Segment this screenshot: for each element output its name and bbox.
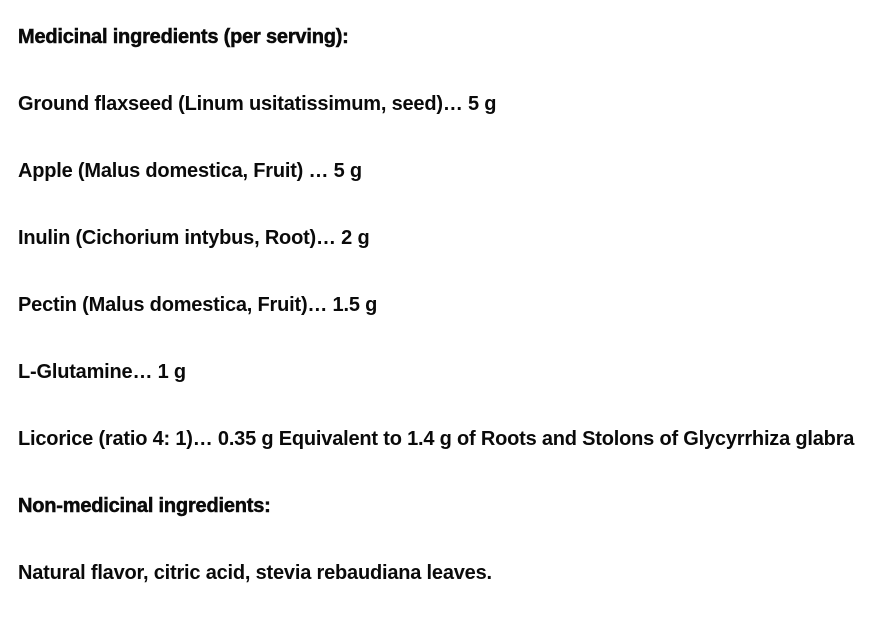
ingredient-licorice: Licorice (ratio 4: 1)… 0.35 g Equivalent to 1.4 g of Roots and Stolons of Glycyrrhiza glabra: [18, 428, 855, 450]
ingredient-l-glutamine: L-Glutamine… 1 g: [18, 361, 186, 383]
non-medicinal-ingredients-heading: Non-medicinal ingredients:: [18, 495, 271, 517]
medicinal-ingredients-heading: Medicinal ingredients (per serving):: [18, 26, 349, 48]
ingredient-apple: Apple (Malus domestica, Fruit) … 5 g: [18, 160, 362, 182]
ingredient-inulin: Inulin (Cichorium intybus, Root)… 2 g: [18, 227, 370, 249]
ingredient-ground-flaxseed: Ground flaxseed (Linum usitatissimum, seed)… 5 g: [18, 93, 497, 115]
ingredient-pectin: Pectin (Malus domestica, Fruit)… 1.5 g: [18, 294, 378, 316]
non-medicinal-ingredients-list: Natural flavor, citric acid, stevia rebaudiana leaves.: [18, 562, 492, 584]
